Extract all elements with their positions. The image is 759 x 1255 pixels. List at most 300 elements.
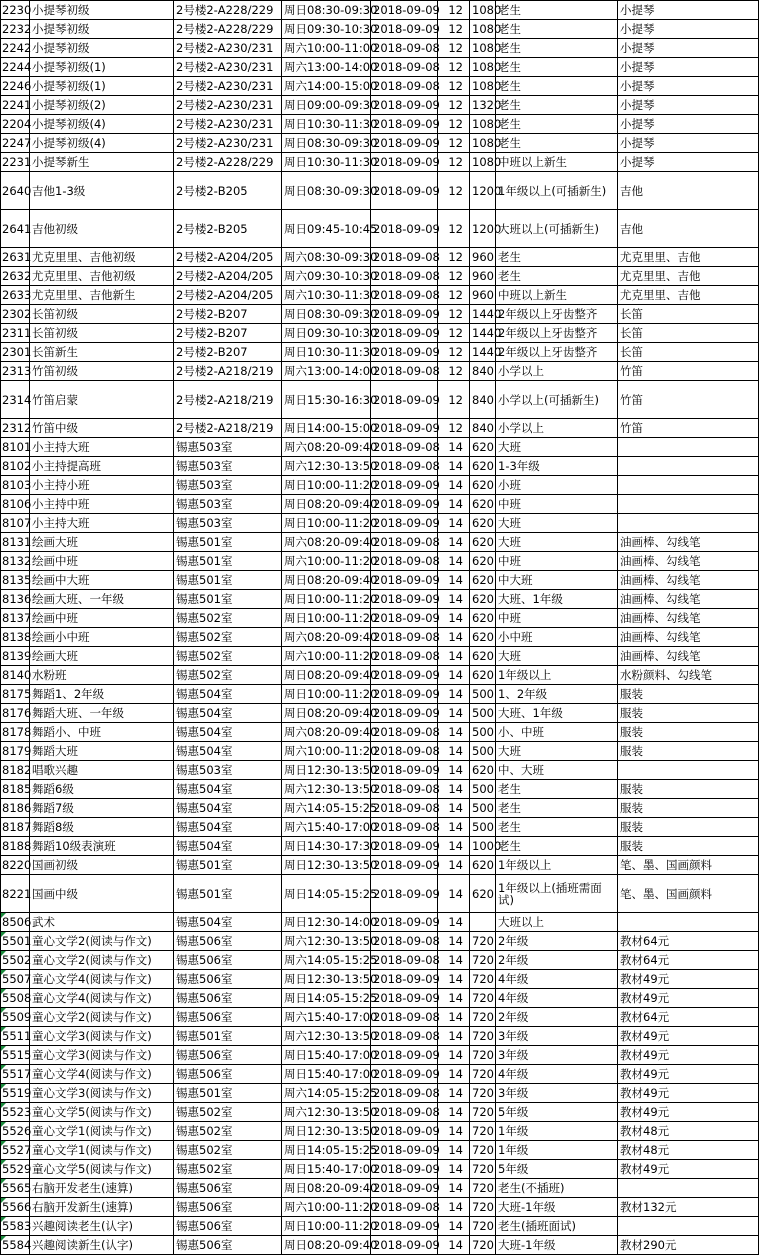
course-code-cell: 8132 — [1, 552, 30, 571]
sessions-cell: 12 — [438, 286, 470, 305]
requirement-cell: 小班 — [496, 476, 618, 495]
table-row — [1, 1198, 759, 1217]
materials-cell: 教材290元 — [618, 1236, 759, 1255]
start-date-cell: 2018-09-08 — [371, 39, 438, 58]
materials-cell: 服装 — [618, 742, 759, 761]
fee-cell: 620 — [470, 514, 496, 533]
fee-cell: 840 — [470, 381, 496, 419]
materials-cell — [618, 495, 759, 514]
requirement-cell: 小学以上 — [496, 419, 618, 438]
course-name-cell: 小主持提高班 — [30, 457, 174, 476]
course-code-cell: 8178 — [1, 723, 30, 742]
time-slot-cell: 周日10:00-11:20 — [282, 476, 371, 495]
requirement-cell: 3年级 — [496, 1084, 618, 1103]
table-row — [1, 1008, 759, 1027]
time-slot-cell: 周日12:30-14:00 — [282, 913, 371, 932]
start-date-cell: 2018-09-08 — [371, 818, 438, 837]
start-date-cell: 2018-09-09 — [371, 419, 438, 438]
course-name-cell: 童心文学2(阅读与作文) — [30, 951, 174, 970]
fee-cell: 620 — [470, 609, 496, 628]
classroom-cell: 锡惠506室 — [174, 1065, 282, 1084]
table-row — [1, 1160, 759, 1179]
course-name-cell: 绘画中班 — [30, 609, 174, 628]
requirement-cell: 大班 — [496, 647, 618, 666]
fee-cell: 720 — [470, 1008, 496, 1027]
materials-cell — [618, 913, 759, 932]
course-name-cell: 舞蹈大班、一年级 — [30, 704, 174, 723]
fee-cell: 620 — [470, 533, 496, 552]
classroom-cell: 2号楼2-A230/231 — [174, 58, 282, 77]
classroom-cell: 锡惠506室 — [174, 1046, 282, 1065]
time-slot-cell: 周日12:30-13:50 — [282, 970, 371, 989]
course-code-cell: 2312 — [1, 419, 30, 438]
course-name-cell: 舞蹈6级 — [30, 780, 174, 799]
fee-cell: 500 — [470, 799, 496, 818]
materials-cell: 油画棒、勾线笔 — [618, 533, 759, 552]
fee-cell: 720 — [470, 951, 496, 970]
classroom-cell: 锡惠501室 — [174, 875, 282, 913]
course-code-cell: 8221 — [1, 875, 30, 913]
requirement-cell: 1、2年级 — [496, 685, 618, 704]
time-slot-cell: 周日15:40-17:00 — [282, 1046, 371, 1065]
classroom-cell: 锡惠502室 — [174, 1103, 282, 1122]
table-row — [1, 1065, 759, 1084]
materials-cell: 教材49元 — [618, 1160, 759, 1179]
materials-cell: 长笛 — [618, 343, 759, 362]
classroom-cell: 2号楼2-A218/219 — [174, 362, 282, 381]
time-slot-cell: 周六15:40-17:00 — [282, 818, 371, 837]
start-date-cell: 2018-09-09 — [371, 1217, 438, 1236]
time-slot-cell: 周日14:05-15:25 — [282, 989, 371, 1008]
start-date-cell: 2018-09-09 — [371, 514, 438, 533]
sessions-cell: 12 — [438, 267, 470, 286]
requirement-cell: 2年级以上牙齿整齐 — [496, 343, 618, 362]
course-name-cell: 童心文学5(阅读与作文) — [30, 1160, 174, 1179]
requirement-cell: 1年级以上 — [496, 666, 618, 685]
fee-cell: 500 — [470, 780, 496, 799]
requirement-cell: 老生 — [496, 1, 618, 20]
time-slot-cell: 周日10:30-11:30 — [282, 115, 371, 134]
table-row — [1, 723, 759, 742]
table-row — [1, 761, 759, 780]
materials-cell: 小提琴 — [618, 115, 759, 134]
materials-cell: 小提琴 — [618, 20, 759, 39]
fee-cell: 1080 — [470, 39, 496, 58]
fee-cell: 720 — [470, 1084, 496, 1103]
sessions-cell: 12 — [438, 343, 470, 362]
course-name-cell: 小提琴初级 — [30, 39, 174, 58]
classroom-cell: 2号楼2-A228/229 — [174, 153, 282, 172]
classroom-cell: 锡惠504室 — [174, 837, 282, 856]
materials-cell: 教材49元 — [618, 1065, 759, 1084]
materials-cell: 油画棒、勾线笔 — [618, 552, 759, 571]
fee-cell: 1080 — [470, 115, 496, 134]
start-date-cell: 2018-09-09 — [371, 134, 438, 153]
table-row — [1, 267, 759, 286]
start-date-cell: 2018-09-09 — [371, 20, 438, 39]
course-code-cell: 2631 — [1, 248, 30, 267]
course-name-cell: 右脑开发新生(速算) — [30, 1198, 174, 1217]
requirement-cell: 中班 — [496, 609, 618, 628]
requirement-cell: 中班 — [496, 552, 618, 571]
course-code-cell: 5519 — [1, 1084, 30, 1103]
start-date-cell: 2018-09-09 — [371, 1122, 438, 1141]
materials-cell: 竹笛 — [618, 381, 759, 419]
classroom-cell: 2号楼2-B207 — [174, 343, 282, 362]
course-code-cell: 8220 — [1, 856, 30, 875]
requirement-cell: 3年级 — [496, 1027, 618, 1046]
requirement-cell: 大班 — [496, 533, 618, 552]
table-row — [1, 476, 759, 495]
course-name-cell: 舞蹈7级 — [30, 799, 174, 818]
table-row — [1, 913, 759, 932]
course-name-cell: 童心文学3(阅读与作文) — [30, 1084, 174, 1103]
course-name-cell: 兴趣阅读老生(认字) — [30, 1217, 174, 1236]
fee-cell: 620 — [470, 856, 496, 875]
table-row — [1, 1103, 759, 1122]
fee-cell: 720 — [470, 1122, 496, 1141]
time-slot-cell: 周日08:30-09:30 — [282, 172, 371, 210]
course-name-cell: 尤克里里、吉他新生 — [30, 286, 174, 305]
start-date-cell: 2018-09-09 — [371, 381, 438, 419]
classroom-cell: 锡惠501室 — [174, 571, 282, 590]
course-name-cell: 小提琴初级(1) — [30, 77, 174, 96]
materials-cell: 小提琴 — [618, 96, 759, 115]
materials-cell: 长笛 — [618, 305, 759, 324]
time-slot-cell: 周日09:30-10:30 — [282, 20, 371, 39]
course-code-cell: 5523 — [1, 1103, 30, 1122]
materials-cell: 油画棒、勾线笔 — [618, 609, 759, 628]
fee-cell: 500 — [470, 685, 496, 704]
course-code-cell: 5529 — [1, 1160, 30, 1179]
sessions-cell: 14 — [438, 875, 470, 913]
fee-cell — [470, 913, 496, 932]
table-row — [1, 134, 759, 153]
fee-cell: 1080 — [470, 20, 496, 39]
requirement-cell: 老生 — [496, 77, 618, 96]
sessions-cell: 12 — [438, 77, 470, 96]
materials-cell: 教材49元 — [618, 1027, 759, 1046]
requirement-cell: 老生(不插班) — [496, 1179, 618, 1198]
sessions-cell: 14 — [438, 989, 470, 1008]
materials-cell: 教材48元 — [618, 1122, 759, 1141]
course-code-cell: 2242 — [1, 39, 30, 58]
table-row — [1, 590, 759, 609]
fee-cell: 1080 — [470, 77, 496, 96]
sessions-cell: 14 — [438, 856, 470, 875]
course-code-cell: 2230 — [1, 1, 30, 20]
start-date-cell: 2018-09-08 — [371, 267, 438, 286]
classroom-cell: 锡惠501室 — [174, 1027, 282, 1046]
table-row — [1, 343, 759, 362]
classroom-cell: 2号楼2-B205 — [174, 172, 282, 210]
table-row — [1, 742, 759, 761]
table-row — [1, 647, 759, 666]
classroom-cell: 2号楼2-A230/231 — [174, 96, 282, 115]
course-name-cell: 童心文学2(阅读与作文) — [30, 1008, 174, 1027]
course-code-cell: 2232 — [1, 20, 30, 39]
materials-cell: 吉他 — [618, 172, 759, 210]
course-name-cell: 小主持大班 — [30, 438, 174, 457]
requirement-cell: 大班-1年级 — [496, 1198, 618, 1217]
course-code-cell: 8135 — [1, 571, 30, 590]
table-row — [1, 932, 759, 951]
fee-cell: 500 — [470, 818, 496, 837]
requirement-cell: 老生 — [496, 115, 618, 134]
fee-cell: 620 — [470, 457, 496, 476]
course-code-cell: 5517 — [1, 1065, 30, 1084]
course-name-cell: 绘画小中班 — [30, 628, 174, 647]
course-code-cell: 8140 — [1, 666, 30, 685]
time-slot-cell: 周日14:30-17:30 — [282, 837, 371, 856]
start-date-cell: 2018-09-09 — [371, 590, 438, 609]
table-row — [1, 495, 759, 514]
requirement-cell: 老生(插班面试) — [496, 1217, 618, 1236]
table-row — [1, 552, 759, 571]
course-code-cell: 8186 — [1, 799, 30, 818]
requirement-cell: 大班以上 — [496, 913, 618, 932]
course-code-cell: 5583 — [1, 1217, 30, 1236]
classroom-cell: 锡惠504室 — [174, 780, 282, 799]
course-name-cell: 小提琴初级(4) — [30, 115, 174, 134]
sessions-cell: 14 — [438, 495, 470, 514]
materials-cell: 尤克里里、吉他 — [618, 286, 759, 305]
time-slot-cell: 周日08:20-09:40 — [282, 666, 371, 685]
classroom-cell: 2号楼2-A230/231 — [174, 115, 282, 134]
requirement-cell: 1年级以上(可插新生) — [496, 172, 618, 210]
start-date-cell: 2018-09-08 — [371, 248, 438, 267]
sessions-cell: 14 — [438, 1008, 470, 1027]
course-name-cell: 小提琴初级 — [30, 20, 174, 39]
time-slot-cell: 周六14:05-15:25 — [282, 1084, 371, 1103]
requirement-cell: 中大班 — [496, 571, 618, 590]
fee-cell: 620 — [470, 495, 496, 514]
table-row — [1, 1027, 759, 1046]
fee-cell: 720 — [470, 970, 496, 989]
start-date-cell: 2018-09-08 — [371, 457, 438, 476]
course-code-cell: 2640 — [1, 172, 30, 210]
requirement-cell: 大班 — [496, 742, 618, 761]
sessions-cell: 14 — [438, 552, 470, 571]
classroom-cell: 2号楼2-A230/231 — [174, 39, 282, 58]
start-date-cell: 2018-09-09 — [371, 1160, 438, 1179]
time-slot-cell: 周六10:00-11:00 — [282, 39, 371, 58]
sessions-cell: 14 — [438, 723, 470, 742]
materials-cell: 教材49元 — [618, 989, 759, 1008]
classroom-cell: 2号楼2-A230/231 — [174, 77, 282, 96]
time-slot-cell: 周日08:20-09:40 — [282, 704, 371, 723]
materials-cell — [618, 438, 759, 457]
table-row — [1, 533, 759, 552]
table-row — [1, 875, 759, 913]
start-date-cell: 2018-09-08 — [371, 1027, 438, 1046]
materials-cell: 服装 — [618, 704, 759, 723]
requirement-cell: 老生 — [496, 780, 618, 799]
time-slot-cell: 周日09:30-10:30 — [282, 324, 371, 343]
start-date-cell: 2018-09-09 — [371, 1141, 438, 1160]
materials-cell: 教材132元 — [618, 1198, 759, 1217]
start-date-cell: 2018-09-09 — [371, 1, 438, 20]
course-code-cell: 8131 — [1, 533, 30, 552]
sessions-cell: 14 — [438, 1236, 470, 1255]
sessions-cell: 14 — [438, 457, 470, 476]
classroom-cell: 锡惠501室 — [174, 1084, 282, 1103]
requirement-cell: 5年级 — [496, 1103, 618, 1122]
classroom-cell: 锡惠502室 — [174, 647, 282, 666]
materials-cell: 服装 — [618, 723, 759, 742]
time-slot-cell: 周六09:30-10:30 — [282, 267, 371, 286]
start-date-cell: 2018-09-09 — [371, 115, 438, 134]
classroom-cell: 锡惠502室 — [174, 609, 282, 628]
course-code-cell: 8106 — [1, 495, 30, 514]
start-date-cell: 2018-09-09 — [371, 96, 438, 115]
table-row — [1, 77, 759, 96]
time-slot-cell: 周日10:00-11:20 — [282, 590, 371, 609]
time-slot-cell: 周日10:00-11:20 — [282, 685, 371, 704]
table-row — [1, 514, 759, 533]
course-name-cell: 唱歌兴趣 — [30, 761, 174, 780]
requirement-cell: 大班 — [496, 514, 618, 533]
course-name-cell: 童心文学4(阅读与作文) — [30, 989, 174, 1008]
start-date-cell: 2018-09-08 — [371, 799, 438, 818]
course-name-cell: 绘画大班、一年级 — [30, 590, 174, 609]
start-date-cell: 2018-09-09 — [371, 1065, 438, 1084]
time-slot-cell: 周日10:00-11:20 — [282, 514, 371, 533]
materials-cell: 水粉颜料、勾线笔 — [618, 666, 759, 685]
course-code-cell: 5507 — [1, 970, 30, 989]
start-date-cell: 2018-09-09 — [371, 685, 438, 704]
sessions-cell: 14 — [438, 685, 470, 704]
start-date-cell: 2018-09-09 — [371, 913, 438, 932]
course-name-cell: 国画初级 — [30, 856, 174, 875]
classroom-cell: 2号楼2-A228/229 — [174, 20, 282, 39]
materials-cell: 教材49元 — [618, 970, 759, 989]
fee-cell: 720 — [470, 1236, 496, 1255]
start-date-cell: 2018-09-09 — [371, 324, 438, 343]
course-code-cell: 5526 — [1, 1122, 30, 1141]
table-row — [1, 39, 759, 58]
time-slot-cell: 周日14:05-15:25 — [282, 875, 371, 913]
start-date-cell: 2018-09-09 — [371, 609, 438, 628]
materials-cell — [618, 476, 759, 495]
course-code-cell: 5508 — [1, 989, 30, 1008]
requirement-cell: 中班以上新生 — [496, 286, 618, 305]
fee-cell: 620 — [470, 476, 496, 495]
requirement-cell: 小、中班 — [496, 723, 618, 742]
time-slot-cell: 周日08:20-09:40 — [282, 1179, 371, 1198]
course-code-cell: 2632 — [1, 267, 30, 286]
requirement-cell: 中班以上新生 — [496, 153, 618, 172]
start-date-cell: 2018-09-09 — [371, 495, 438, 514]
materials-cell — [618, 1179, 759, 1198]
sessions-cell: 12 — [438, 362, 470, 381]
course-name-cell: 小提琴初级(1) — [30, 58, 174, 77]
course-code-cell: 2633 — [1, 286, 30, 305]
time-slot-cell: 周日12:30-13:50 — [282, 1122, 371, 1141]
sessions-cell: 12 — [438, 115, 470, 134]
course-name-cell: 尤克里里、吉他初级 — [30, 267, 174, 286]
course-code-cell: 5501 — [1, 932, 30, 951]
table-row — [1, 628, 759, 647]
fee-cell: 720 — [470, 1065, 496, 1084]
classroom-cell: 2号楼2-B207 — [174, 324, 282, 343]
requirement-cell: 4年级 — [496, 970, 618, 989]
sessions-cell: 14 — [438, 628, 470, 647]
time-slot-cell: 周六12:30-13:50 — [282, 932, 371, 951]
classroom-cell: 锡惠501室 — [174, 533, 282, 552]
requirement-cell: 老生 — [496, 39, 618, 58]
sessions-cell: 14 — [438, 590, 470, 609]
time-slot-cell: 周六10:30-11:30 — [282, 286, 371, 305]
materials-cell: 吉他 — [618, 210, 759, 248]
course-name-cell: 长笛初级 — [30, 305, 174, 324]
time-slot-cell: 周日14:05-15:25 — [282, 1141, 371, 1160]
start-date-cell: 2018-09-09 — [371, 1046, 438, 1065]
materials-cell — [618, 514, 759, 533]
course-name-cell: 舞蹈1、2年级 — [30, 685, 174, 704]
start-date-cell: 2018-09-08 — [371, 647, 438, 666]
classroom-cell: 锡惠501室 — [174, 552, 282, 571]
fee-cell: 1080 — [470, 134, 496, 153]
classroom-cell: 锡惠506室 — [174, 1198, 282, 1217]
course-code-cell: 2641 — [1, 210, 30, 248]
fee-cell: 620 — [470, 552, 496, 571]
time-slot-cell: 周日14:00-15:00 — [282, 419, 371, 438]
sessions-cell: 14 — [438, 1103, 470, 1122]
course-code-cell: 2311 — [1, 324, 30, 343]
classroom-cell: 2号楼2-A204/205 — [174, 267, 282, 286]
table-row — [1, 20, 759, 39]
classroom-cell: 锡惠504室 — [174, 723, 282, 742]
materials-cell — [618, 1217, 759, 1236]
time-slot-cell: 周日08:20-09:40 — [282, 495, 371, 514]
sessions-cell: 14 — [438, 666, 470, 685]
sessions-cell: 14 — [438, 818, 470, 837]
table-row — [1, 1217, 759, 1236]
course-code-cell: 8107 — [1, 514, 30, 533]
requirement-cell: 1年级 — [496, 1122, 618, 1141]
table-row — [1, 837, 759, 856]
course-code-cell: 5515 — [1, 1046, 30, 1065]
sessions-cell: 12 — [438, 39, 470, 58]
table-row — [1, 685, 759, 704]
requirement-cell: 大班、1年级 — [496, 590, 618, 609]
course-name-cell: 竹笛初级 — [30, 362, 174, 381]
classroom-cell: 锡惠501室 — [174, 856, 282, 875]
materials-cell: 竹笛 — [618, 362, 759, 381]
classroom-cell: 2号楼2-A204/205 — [174, 286, 282, 305]
time-slot-cell: 周六12:30-13:50 — [282, 1027, 371, 1046]
course-code-cell: 8179 — [1, 742, 30, 761]
sessions-cell: 14 — [438, 1217, 470, 1236]
time-slot-cell: 周日09:00-09:30 — [282, 96, 371, 115]
requirement-cell: 小学以上 — [496, 362, 618, 381]
course-name-cell: 右脑开发老生(速算) — [30, 1179, 174, 1198]
start-date-cell: 2018-09-09 — [371, 856, 438, 875]
fee-cell: 620 — [470, 438, 496, 457]
course-code-cell: 8182 — [1, 761, 30, 780]
classroom-cell: 2号楼2-A204/205 — [174, 248, 282, 267]
classroom-cell: 锡惠504室 — [174, 818, 282, 837]
sessions-cell: 12 — [438, 96, 470, 115]
course-code-cell: 8506 — [1, 913, 30, 932]
course-name-cell: 舞蹈小、中班 — [30, 723, 174, 742]
materials-cell: 教材49元 — [618, 1046, 759, 1065]
sessions-cell: 14 — [438, 837, 470, 856]
time-slot-cell: 周日10:30-11:30 — [282, 153, 371, 172]
table-row — [1, 362, 759, 381]
materials-cell: 笔、墨、国画颜料 — [618, 856, 759, 875]
